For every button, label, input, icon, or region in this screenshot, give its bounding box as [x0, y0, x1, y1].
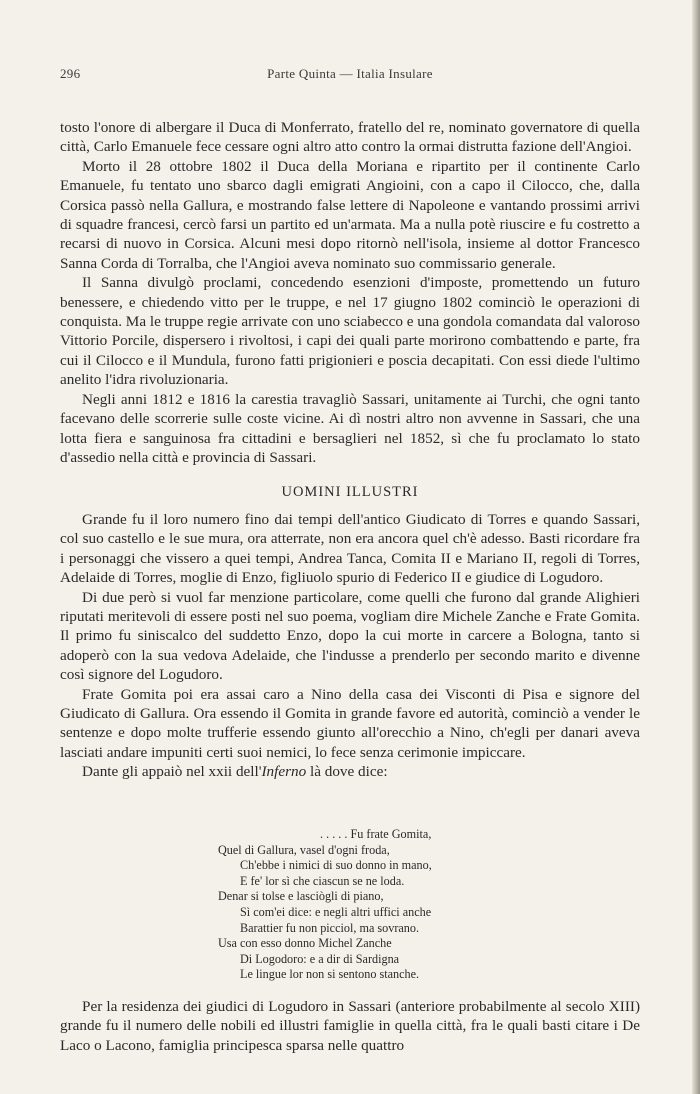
- page-number: 296: [60, 66, 81, 81]
- paragraph-carestia: Negli anni 1812 e 1816 la carestia travagliò Sassari, unitamente ai Turchi, che ogni tanto facevano delle scorrerie sulle coste vicine. Ai dì nostri altro non avvenne in Sassari, che una lotta fiera e sanguinosa fra cittadini e bersaglieri nel 1852, sì che fu proclamato lo stato d'assedio nella città e provincia di Sassari.: [60, 390, 640, 466]
- paragraph-sanna: Il Sanna divulgò proclami, concedendo esenzioni d'imposte, promettendo un futuro benessere, e chiedendo vitto per le truppe, e nel 17 giugno 1802 cominciò le operazioni di conquista. Ma le truppe regie arrivate con uno sciabecco e una gondola comandata dal valoroso Vittorio Porcile, dispersero i rivoltosi, i capi dei quali parte morirono combattendo e parte, fra cui il Cilocco e il Mundula, furono fatti prigionieri e poscia decapitati. Con essi diede l'ultimo anelito l'idra rivoluzionaria.: [60, 274, 640, 389]
- verse-line: Di Logodoro: e a dir di Sardigna: [240, 951, 400, 966]
- dante-verse: [218, 827, 578, 983]
- paragraph-cilocco: Morto il 28 ottobre 1802 il Duca della Moriana e ripartito per il continente Carlo Emanuele, fu tentato uno sbarco dagli emigrati Angioini, con a capo il Cilocco, che, dalla Corsica passò nella Gallura, e mostrando false lettere di Napoleone e vantando prossimi arrivi di squadre francesi, cercò farsi un partito ed un'armata. Ma a nulla potè riuscire e fu costretto a recarsi di nuovo in Corsica. Alcuni mesi dopo ritornò nell'isola, insieme al dottor Francesco Sanna Corda di Torralba, che l'Angioi aveva nominato suo commissario generale.: [60, 157, 640, 272]
- body-text-middle: [60, 510, 640, 782]
- verse-line: E fe' lor sì che ciascun se ne loda.: [240, 873, 405, 888]
- running-head: [60, 66, 640, 86]
- paragraph-gomita: Frate Gomita poi era assai caro a Nino della casa dei Visconti di Pisa e signore del Giudicato di Gallura. Ora essendo il Gomita in grande favore ed autorità, cominciò a vender le sentenze e dopo molte trufferie essendo giunto all'orecchio a Nino, ch'egli per danari aveva lasciati andare impuniti certi suoi nemici, lo fece senza cerimonie impiccare.: [60, 685, 640, 761]
- verse-line: . . . . . Fu frate Gomita,: [320, 827, 432, 841]
- verse-line: Barattier fu non picciol, ma sovrano.: [240, 920, 420, 935]
- body-text-bottom: [60, 997, 640, 1055]
- page-edge-shadow: [692, 0, 700, 1094]
- body-text-top: [60, 118, 640, 467]
- paragraph-uomini: Grande fu il loro numero fino dai tempi dell'antico Giudicato di Torres e quando Sassari, col suo castello e le sue mura, ora atterrate, non era ancora quel ch'è adesso. Basti ricordare fra i personaggi che vissero a quei tempi, Andrea Tanca, Comita II e Mariano II, regoli di Torres, Adelaide di Torres, moglie di Enzo, figliuolo spurio di Federico II e giudice di Logudoro.: [60, 511, 640, 587]
- dante-intro-before: Dante gli appaiò nel xxii dell': [82, 763, 262, 781]
- paragraph-continuation: tosto l'onore di albergare il Duca di Monferrato, fratello del re, nominato governatore di quella città, Carlo Emanuele fece cessare ogni altro atto contro la ormai distrutta fazione dell'Angioi.: [60, 119, 640, 156]
- running-title: Parte Quinta — Italia Insulare: [267, 66, 433, 81]
- verse-line: Denar si tolse e lasciògli di piano,: [218, 889, 384, 904]
- paragraph-residenza: Per la residenza dei giudici di Logudoro in Sassari (anteriore probabilmente al secolo XIII) grande fu il numero delle nobili ed illustri famiglie in quella città, fra le quali basti citare i De Laco o Lacono, famiglia principesca sparsa nelle quattro: [60, 998, 640, 1054]
- verse-line: Usa con esso donno Michel Zanche: [218, 936, 392, 951]
- verse-line: Ch'ebbe i nimici di suo donno in mano,: [240, 858, 432, 873]
- dante-intro: [60, 762, 640, 781]
- paragraph-alighieri: Di due però si vuol far menzione particolare, come quelli che furono dal grande Alighieri riputati meritevoli di essere posti nel suo poema, vogliam dire Michele Zanche e Frate Gomita. Il primo fu siniscalco del suddetto Enzo, dopo la cui morte in carcere a Bologna, tanto si adoperò con la sua vedova Adelaide, che l'indusse a prenderlo per secondo marito e divenne così signore del Logudoro.: [60, 588, 640, 684]
- verse-line: Le lingue lor non si sentono stanche.: [240, 967, 420, 982]
- verse-line: Quel di Gallura, vasel d'ogni froda,: [218, 842, 390, 857]
- verse-line: Sì com'ei dice: e negli altri uffici anche: [240, 904, 432, 919]
- inferno-title: Inferno: [261, 763, 307, 781]
- dante-intro-after: là dove dice:: [306, 763, 388, 781]
- section-heading: UOMINI ILLUSTRI: [281, 484, 419, 500]
